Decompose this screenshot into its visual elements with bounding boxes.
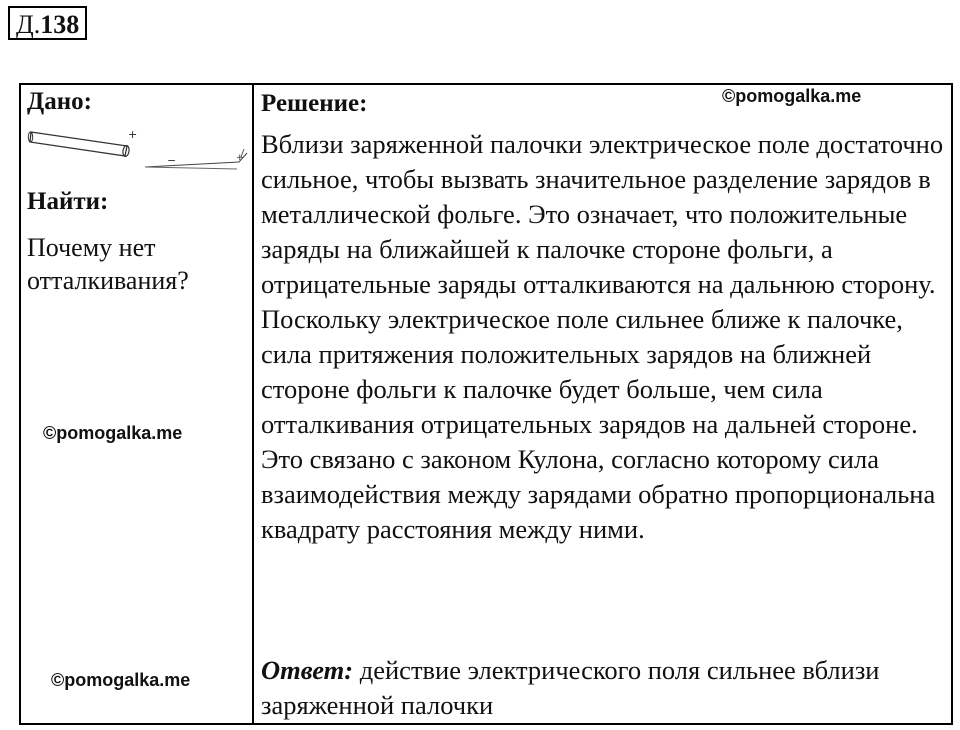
find-heading: Найти: xyxy=(27,188,109,215)
find-question: Почему нет отталкивания? xyxy=(27,233,189,295)
task-prefix: Д. xyxy=(16,10,41,39)
gap-charge-sign: − xyxy=(167,154,177,167)
solution-column xyxy=(254,85,951,723)
task-number: 138 xyxy=(40,10,80,39)
foil-charge-sign: + xyxy=(236,153,244,163)
solution-text: Вблизи заряженной палочки электрическое поле достаточно сильное, чтобы вызвать значительное разделение зарядов в металлической фольге. Это означает, что положительные заряды на ближайшей к палочке стороне фольги, а отрицательные заряды отталкиваются на дальнюю сторону. Поскольку электрическое поле сильнее ближе к палочке, сила притяжения положительных зарядов на ближней стороне фольги к палочке будет больше, чем сила отталкивания отрицательных зарядов на дальней стороне. Это связано с законом Кулона, согласно которому сила взаимодействия между зарядами обратно пропорциональна квадрату расстояния между ними. xyxy=(261,129,944,544)
answer-text: действие электрического поля сильнее вблизи заряженной палочки xyxy=(261,655,880,720)
watermark: ©pomogalka.me xyxy=(51,670,191,690)
rod-charge-sign: + xyxy=(128,128,138,141)
answer-label: Ответ: xyxy=(261,655,354,685)
given-column xyxy=(21,85,254,723)
solution-heading: Решение: xyxy=(261,90,368,117)
charged-rod-and-foil-sketch-icon xyxy=(27,123,253,177)
watermark: ©pomogalka.me xyxy=(722,86,862,106)
rod-icon xyxy=(28,132,129,157)
solution-table xyxy=(19,83,953,725)
answer xyxy=(261,653,951,723)
watermark: ©pomogalka.me xyxy=(43,423,183,443)
given-heading: Дано: xyxy=(27,88,92,115)
task-number-label xyxy=(8,6,87,40)
foil-icon xyxy=(145,149,247,169)
